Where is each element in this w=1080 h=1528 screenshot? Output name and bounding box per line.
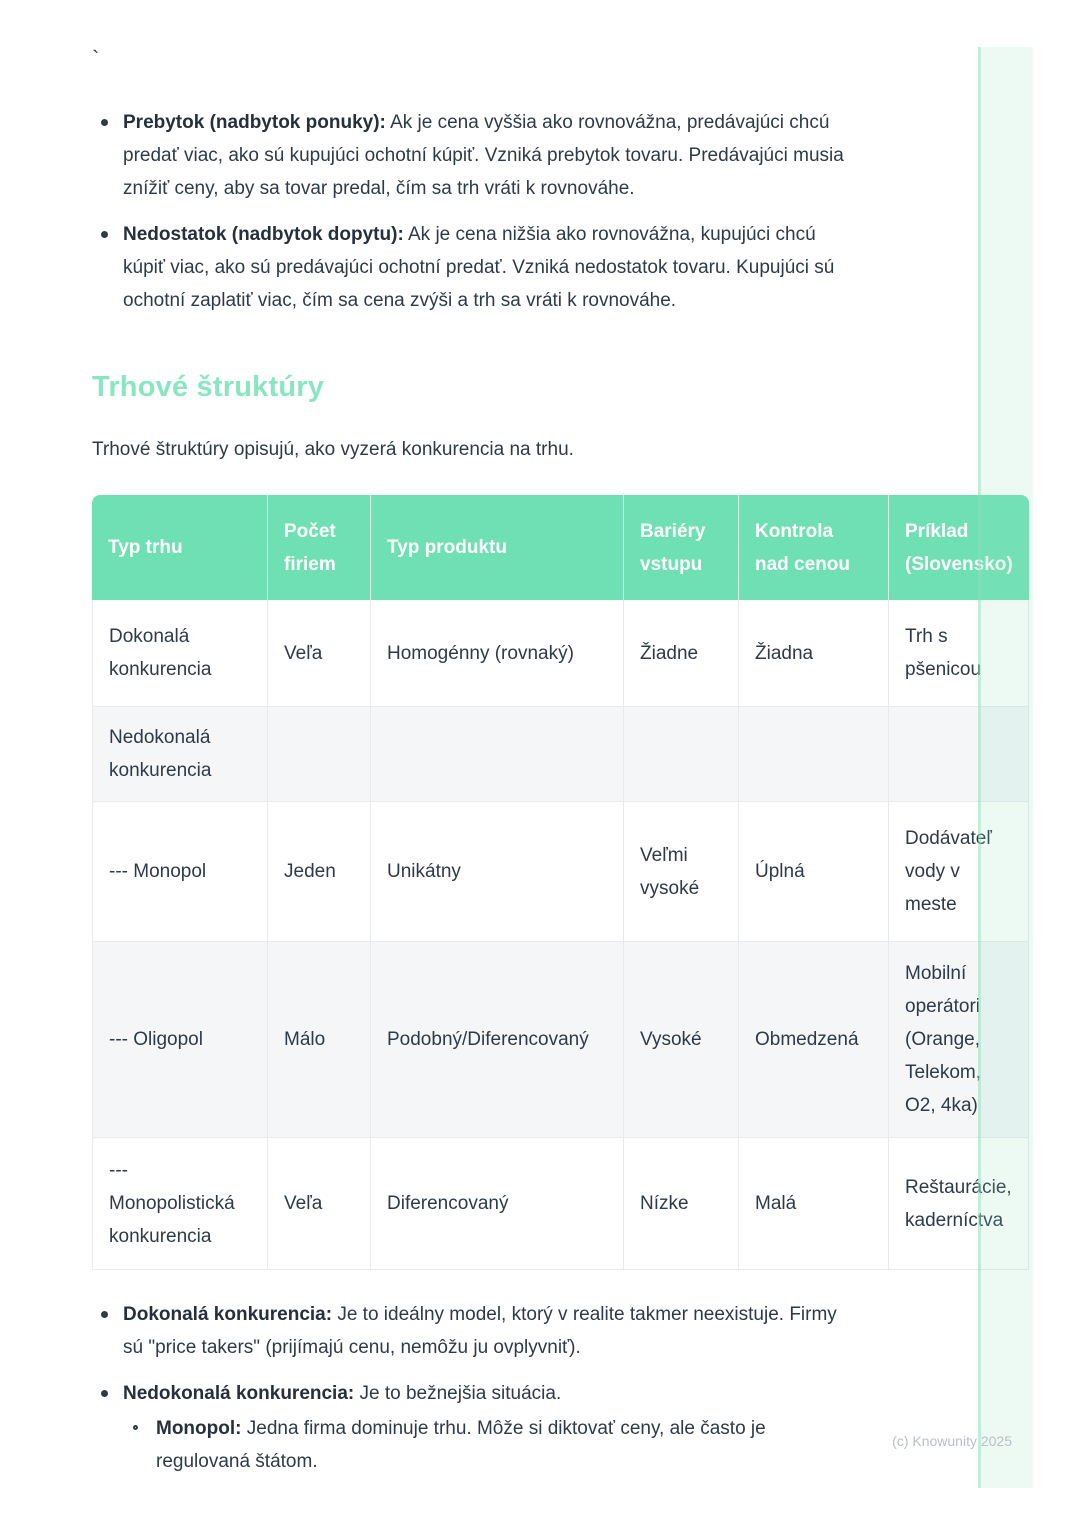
table-cell — [268, 707, 371, 802]
table-cell: Jeden — [268, 802, 371, 942]
bullet-lead-text: Nedokonalá konkurencia: — [123, 1383, 355, 1404]
table-header-row — [92, 495, 1029, 600]
table-cell: Nízke — [624, 1138, 739, 1270]
table-cell — [371, 707, 624, 802]
table-cell: Dokonalá konkurencia — [92, 600, 268, 707]
bullet-dot-icon — [101, 1390, 108, 1397]
table-cell: Žiadne — [624, 600, 739, 707]
table-cell: --- Oligopol — [92, 942, 268, 1138]
bullet-lead-text: Prebytok (nadbytok ponuky): — [123, 112, 386, 133]
bullet-body-text: Ak je cena vyššia ako rovnovážna, predávajúci chcú predať viac, ako sú kupujúci ochotní kúpiť. Vzniká prebytok tovaru. Predávajúci musia znížiť ceny, aby sa tovar predal, čím sa trh vráti k rovnováhe. — [123, 112, 844, 199]
table-cell: Málo — [268, 942, 371, 1138]
bottom-bullet-list — [92, 1298, 862, 1491]
list-item — [92, 1298, 862, 1364]
bullet-lead-text: Nedostatok (nadbytok dopytu): — [123, 224, 404, 245]
section-heading: Trhové štruktúry — [92, 371, 325, 403]
table-cell: Podobný/Diferencovaný — [371, 942, 624, 1138]
list-item — [92, 1377, 862, 1478]
bullet-dot-icon — [101, 1311, 108, 1318]
bullet-body-text: Je to ideálny model, ktorý v realite takmer neexistuje. Firmy sú "price takers" (prijímajú cenu, nemôžu ju ovplyvniť). — [123, 1304, 837, 1358]
table-header-cell: Kontrola nad cenou — [739, 495, 889, 600]
bullet-lead-text: Monopol: — [156, 1418, 242, 1439]
bullet-circle-icon — [133, 1425, 138, 1430]
table-cell: Žiadna — [739, 600, 889, 707]
bullet-dot-icon — [101, 231, 108, 238]
market-structures-table — [92, 495, 1029, 1270]
table-cell: Obmedzená — [739, 942, 889, 1138]
table-cell: Diferencovaný — [371, 1138, 624, 1270]
copyright-watermark: (c) Knowunity 2025 — [892, 1433, 1012, 1449]
table-cell: Úplná — [739, 802, 889, 942]
table-cell: Veľa — [268, 600, 371, 707]
table-cell: Malá — [739, 1138, 889, 1270]
table-cell — [739, 707, 889, 802]
table-cell — [624, 707, 739, 802]
table-header-cell: Typ trhu — [92, 495, 268, 600]
table-header-cell: Príklad (Slovensko) — [889, 495, 1029, 600]
list-item — [92, 218, 850, 317]
table-cell: Vysoké — [624, 942, 739, 1138]
table-row — [92, 600, 1029, 707]
table-header-cell: Bariéry vstupu — [624, 495, 739, 600]
table-cell: Veľmi vysoké — [624, 802, 739, 942]
sub-bullet-list — [123, 1412, 862, 1478]
stray-backtick-char: ` — [92, 46, 100, 71]
bullet-body-text: Ak je cena nižšia ako rovnovážna, kupujúci chcú kúpiť viac, ako sú predávajúci ochotní predať. Vzniká nedostatok tovaru. Kupujúci sú ochotní zaplatiť viac, čím sa cena zvýši a trh sa vráti k rovnováhe. — [123, 224, 835, 311]
table-cell: Reštaurácie, kaderníctva — [889, 1138, 1029, 1270]
table-cell: Dodávateľ vody v meste — [889, 802, 1029, 942]
bullet-body-text: Je to bežnejšia situácia. — [354, 1383, 562, 1404]
table-cell: Unikátny — [371, 802, 624, 942]
top-bullet-list — [92, 106, 850, 330]
table-cell: Homogénny (rovnaký) — [371, 600, 624, 707]
table-row — [92, 707, 1029, 802]
table-cell: Mobilní operátori (Orange, Telekom, O2, 4ka) — [889, 942, 1029, 1138]
bullet-dot-icon — [101, 119, 108, 126]
table-cell: Nedokonalá konkurencia — [92, 707, 268, 802]
section-intro-text: Trhové štruktúry opisujú, ako vyzerá konkurencia na trhu. — [92, 439, 574, 460]
bullet-lead-text: Dokonalá konkurencia: — [123, 1304, 333, 1325]
table-cell: --- Monopol — [92, 802, 268, 942]
bullet-body-text: Jedna firma dominuje trhu. Môže si diktovať ceny, ale často je regulovaná štátom. — [156, 1418, 766, 1472]
table-cell — [889, 707, 1029, 802]
table-row — [92, 1138, 1029, 1270]
list-item — [92, 106, 850, 205]
table-header-cell: Počet firiem — [268, 495, 371, 600]
table-header-cell: Typ produktu — [371, 495, 624, 600]
table-cell: --- Monopolistická konkurencia — [92, 1138, 268, 1270]
list-item — [123, 1412, 862, 1478]
table-row — [92, 942, 1029, 1138]
table-row — [92, 802, 1029, 942]
table-cell: Veľa — [268, 1138, 371, 1270]
table-cell: Trh s pšenicou — [889, 600, 1029, 707]
